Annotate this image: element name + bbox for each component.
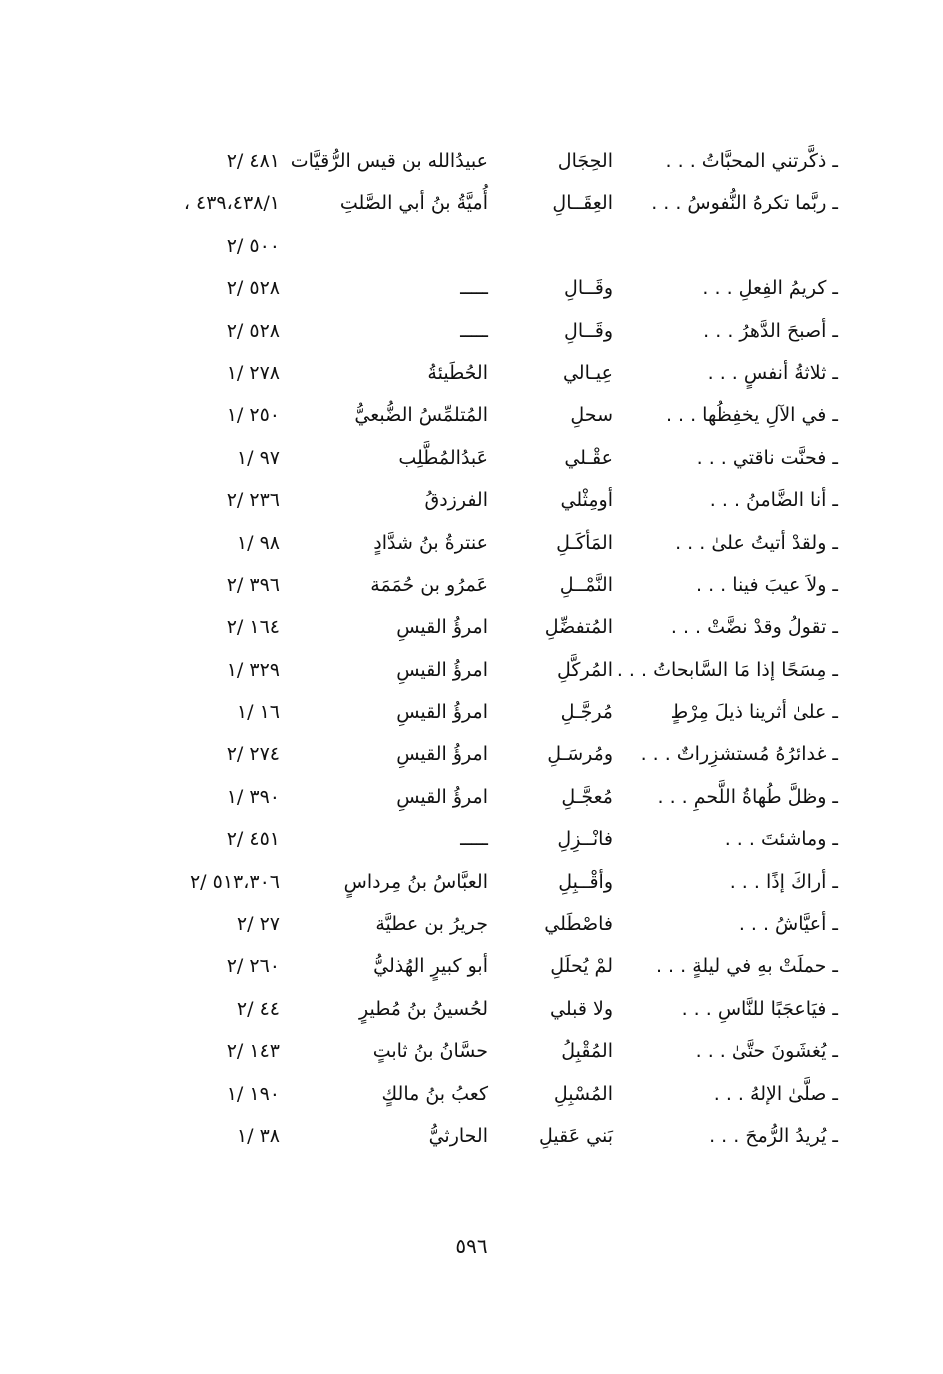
poet-name: أبو كبيرٍ الهُذليُّ	[373, 955, 488, 978]
poet-name: امرؤُ القيسِ	[396, 785, 488, 808]
index-row	[0, 310, 943, 352]
verse-fragment: ـ أراكَ إذًا . . .	[729, 870, 838, 893]
poet-name: ـــــ	[460, 828, 488, 851]
poet-name: المُتلمِّسُ الضُّبعيُّ	[354, 404, 488, 427]
poet-name: الفرزدقُ	[424, 489, 488, 512]
poet-name	[288, 225, 488, 267]
index-row	[0, 479, 943, 521]
rhyme-word: بَني عَقيلِ	[539, 1124, 613, 1147]
verse-fragment: ـ فحنَّت ناقتي . . .	[696, 446, 838, 469]
rhyme-word: ولا قبلي	[550, 997, 613, 1020]
rhyme-word: فاصْطَلي	[544, 913, 613, 936]
volume-page-reference: ٢٥٠ /١	[226, 404, 280, 427]
volume-page-reference: ٥١٣،٣٠٦ /٢	[189, 870, 280, 893]
volume-page-reference: ٤٥١ /٢	[226, 828, 280, 851]
verse-fragment: ـ ربَّما تكرهُ النُّفوسُ . . .	[651, 192, 838, 215]
verse-index-table	[0, 140, 943, 1157]
poet-name: الحُطَيئةُ	[427, 361, 488, 384]
poet-name: حسَّانُ بنُ ثابتٍ	[372, 1040, 488, 1063]
verse-fragment: ـ مِسَحًا إذا مَا السَّابحاتُ . . .	[616, 658, 838, 681]
volume-page-reference: ٢٧٨ /١	[226, 361, 280, 384]
rhyme-word: مُرجَّـلِ	[560, 701, 613, 724]
rhyme-word	[513, 225, 613, 267]
index-row	[0, 818, 943, 860]
index-row	[0, 776, 943, 818]
poet-name: أُميَّةُ بنُ أبي الصَّلتِ	[339, 192, 488, 215]
poet-name: لحُسينُ بنُ مُطيرٍ	[358, 997, 488, 1020]
volume-page-reference: ١٩٠ /١	[226, 1082, 280, 1105]
index-row	[0, 945, 943, 987]
poet-name: عَبدُالمُطَّلِب	[398, 446, 488, 469]
rhyme-word: مُعجَّـلِ	[561, 785, 613, 808]
volume-page-reference: ٥٢٨ /٢	[226, 277, 280, 300]
verse-fragment: ـ يُريدُ الرُّمحَ . . .	[709, 1124, 838, 1147]
verse-fragment: ـ ولقدْ أتيتُ علىٰ . . .	[675, 531, 838, 554]
volume-page-reference: ٤٤ /٢	[236, 997, 280, 1020]
verse-fragment: ـ صلَّىٰ الإلهُ . . .	[713, 1082, 838, 1105]
volume-page-reference: ٢٣٦ /٢	[226, 489, 280, 512]
volume-page-reference: ٤٨١ /٢	[226, 150, 280, 172]
rhyme-word: أومِثْلي	[560, 489, 613, 512]
rhyme-word: النَّمْــلِ	[559, 573, 613, 596]
index-row	[0, 861, 943, 903]
volume-page-reference: ٢٦٠ /٢	[226, 955, 280, 978]
poet-name: كعبُ بنُ مالكٍ	[381, 1082, 488, 1105]
poet-name: الحارثيُّ	[428, 1124, 488, 1147]
rhyme-word: سحلِ	[570, 404, 613, 427]
poet-name: عبيدُالله بن قيس الرُّقيَّات	[290, 150, 488, 172]
index-row	[0, 649, 943, 691]
index-row	[0, 903, 943, 945]
verse-fragment: ـ علىٰ أثرينا ذيلَ مِرْطٍ	[670, 701, 838, 724]
index-row	[0, 437, 943, 479]
verse-fragment: ـ تقولُ وقدْ نضَّتْ . . .	[670, 616, 838, 639]
rhyme-word: فانْــزِلِ	[557, 828, 613, 851]
volume-page-reference: ٢٧٤ /٢	[226, 743, 280, 766]
index-row	[0, 1030, 943, 1072]
rhyme-word: العِقَــالِ	[552, 192, 613, 215]
index-row	[0, 1115, 943, 1157]
rhyme-word: وقَــالِ	[564, 319, 613, 342]
volume-page-reference: ٩٨ /١	[236, 531, 280, 554]
rhyme-word: لمْ يُحلَلِ	[550, 955, 613, 978]
poet-name: عنترةُ بنُ شدَّادٍ	[373, 531, 488, 554]
index-row	[0, 564, 943, 606]
poet-name: عَمرُو بن حُمَمَة	[370, 573, 488, 596]
index-row	[0, 733, 943, 775]
index-row	[0, 522, 943, 564]
volume-page-reference: ١٦ /١	[236, 701, 280, 724]
verse-fragment: ـ ذكَّرتني المحبَّاتُ . . .	[665, 150, 838, 172]
verse-fragment: ـ أعيَّاشُ . . .	[738, 913, 838, 936]
volume-page-reference: ٥٢٨ /٢	[226, 319, 280, 342]
index-row	[0, 352, 943, 394]
poet-name: العبَّاسُ بنُ مِرداسٍ	[343, 870, 488, 893]
verse-fragment	[598, 225, 838, 267]
verse-fragment: ـ في الآلِ يخفِظُها . . .	[665, 404, 838, 427]
index-row	[0, 1073, 943, 1115]
poet-name: جريرُ بن عطيَّة	[375, 913, 488, 936]
rhyme-word: المَأكَـلِ	[556, 531, 613, 554]
rhyme-word: المُسْبِلِ	[553, 1082, 613, 1105]
verse-fragment: ـ ثلاثةُ أنفسٍ . . .	[707, 361, 838, 384]
verse-fragment: ـ وظلَّ طُهاةُ اللَّحمِ . . .	[657, 785, 838, 808]
rhyme-word: عقْـلي	[564, 446, 613, 469]
poet-name: ـــــ	[460, 319, 488, 342]
index-row	[0, 606, 943, 648]
rhyme-word: وقَــالِ	[564, 277, 613, 300]
volume-page-reference: ١٤٣ /٢	[226, 1040, 280, 1063]
volume-page-reference: ٢٧ /٢	[236, 913, 280, 936]
index-row	[0, 225, 943, 267]
index-row	[0, 988, 943, 1030]
verse-fragment: ـ كريمُ الفِعلِ . . .	[702, 277, 838, 300]
rhyme-word: المُقْبِلُ	[561, 1040, 613, 1063]
poet-name: امرؤُ القيسِ	[396, 701, 488, 724]
verse-fragment: ـ غدائرُهُ مُستشزِراتٌ . . .	[640, 743, 838, 766]
volume-page-reference: ٤٣٩،٤٣٨/١ ،	[183, 192, 280, 215]
poet-name: امرؤُ القيسِ	[396, 743, 488, 766]
volume-page-reference: ٣٢٩ /١	[226, 658, 280, 681]
rhyme-word: وأقْــبِلِ	[558, 870, 613, 893]
poet-name: امرؤُ القيسِ	[396, 616, 488, 639]
verse-fragment: ـ يُغشَونَ حتَّىٰ . . .	[695, 1040, 838, 1063]
rhyme-word: المُتفضِّلِ	[544, 616, 613, 639]
rhyme-word: المُركَّلِ	[557, 658, 613, 681]
rhyme-word: الحِجَال	[557, 150, 613, 172]
index-row	[0, 267, 943, 309]
verse-fragment: ـ فيَاعجَبًا للنَّاسِ . . .	[681, 997, 838, 1020]
verse-fragment: ـ حملَتْ بهِ في ليلةٍ . . .	[655, 955, 838, 978]
volume-page-reference: ١٦٤ /٢	[226, 616, 280, 639]
volume-page-reference: ٣٩٦ /٢	[226, 573, 280, 596]
index-row	[0, 394, 943, 436]
volume-page-reference: ٣٨ /١	[236, 1124, 280, 1147]
volume-page-reference: ٣٩٠ /١	[226, 785, 280, 808]
verse-fragment: ـ وماشئتَ . . .	[724, 828, 838, 851]
page-number: ٥٩٦	[455, 1234, 488, 1258]
volume-page-reference: ٥٠٠ /٢	[226, 234, 280, 257]
index-row	[0, 182, 943, 224]
index-row	[0, 691, 943, 733]
index-row	[0, 140, 943, 182]
rhyme-word: عِيـالي	[562, 361, 613, 384]
verse-fragment: ـ ولاَ عيبَ فينا . . .	[696, 573, 838, 596]
verse-fragment: ـ أنا الضَّامنُ . . .	[709, 489, 838, 512]
rhyme-word: ومُرسَـلِ	[547, 743, 613, 766]
verse-fragment: ـ أصبحَ الدَّهرُ . . .	[703, 319, 838, 342]
poet-name: ـــــ	[460, 277, 488, 300]
poet-name: امرؤُ القيسِ	[396, 658, 488, 681]
volume-page-reference: ٩٧ /١	[236, 446, 280, 469]
